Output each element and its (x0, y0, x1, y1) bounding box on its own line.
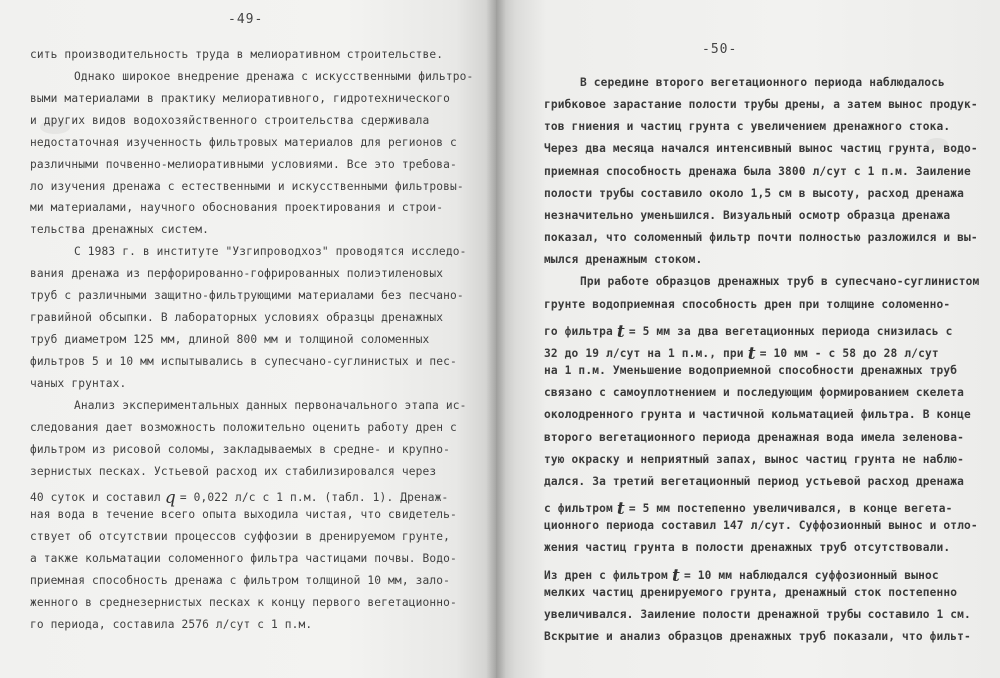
text-line: грунте водоприемная способность дрен при толщине соломенно- (544, 298, 951, 311)
variable-t: t (671, 566, 680, 586)
text-line: ло изучения дренажа с естественными и искусственными фильтровы- (30, 180, 464, 193)
text-line: чаных грунтах. (30, 377, 127, 390)
text-fragment: Из дрен с фильтром (544, 569, 668, 582)
text-line: гравийной обсыпки. В лабораторных условиях образцы дренажных (30, 311, 444, 324)
text-line: приемная способность дренажа была 3800 л/сут с 1 п.м. Заиление (544, 165, 971, 178)
text-line: различными почвенно-мелиоративными условиями. Все это требова- (30, 158, 457, 171)
text-line: При работе образцов дренажных труб в супесчано-суглинистом (580, 275, 980, 288)
text-fragment: = 10 мм - с 58 до 28 л/сут (759, 347, 939, 360)
text-line: и других видов водохозяйственного строительства сдерживала (30, 114, 430, 127)
text-line: тов гниения и частиц грунта с увеличением дренажного стока. (544, 120, 951, 133)
text-line: дался. За третий вегетационный период устьевой расход дренажа (544, 475, 965, 488)
text-line: сить производительность труда в мелиоративном строительстве. (30, 48, 444, 61)
text-line: труб с различными защитно-фильтрующими материалами без песчано- (30, 289, 464, 302)
text-line: на 1 п.м. Уменьшение водоприемной способности дренажных труб (544, 364, 958, 377)
text-fragment: = 5 мм постепенно увеличивался, в конце вегета- (628, 502, 953, 515)
text-line (544, 564, 939, 584)
text-line: околодренного грунта и частичной кольматацией фильтра. В конце (544, 408, 971, 421)
text-line: приемная способность дренажа с фильтром толщиной 10 мм, зало- (30, 574, 451, 587)
text-line: Вскрытие и анализ образцов дренажных труб показали, что фильт- (544, 630, 971, 643)
text-line: Однако широкое внедрение дренажа с искусственными фильтро- (74, 70, 474, 83)
text-line: ми материалами, научного обоснования проектирования и строи- (30, 201, 444, 214)
text-fragment: го фильтра (544, 325, 613, 338)
text-line: жения частиц грунта в полости дренажных труб отсутствовали. (544, 541, 951, 554)
text-line: следования дает возможность положительно оценить работу дрен с (30, 421, 457, 434)
text-line: второго вегетационного периода дренажная вода имела зеленова- (544, 431, 965, 444)
text-line: фильтров 5 и 10 мм испытывались в супесчано-суглинистых и пес- (30, 355, 457, 368)
text-line (544, 320, 953, 340)
left-page (0, 0, 496, 678)
text-line: тую окраску и неприятный запах, вынос частиц грунта не наблю- (544, 453, 965, 466)
variable-t: t (747, 344, 756, 364)
text-line (544, 497, 953, 517)
text-line: недостаточная изученность фильтровых материалов для регионов с (30, 136, 457, 149)
text-line: показал, что соломенный фильтр почти полностью разложился и вы- (544, 231, 978, 244)
text-fragment: = 0,022 л/с с 1 п.м. (табл. 1). Дренаж- (179, 491, 449, 504)
text-line: грибковое зарастание полости трубы дрены, а затем вынос продук- (544, 98, 978, 111)
text-fragment: = 10 мм наблюдался суффозионный вынос (683, 569, 939, 582)
text-line (544, 342, 939, 362)
variable-q: q (164, 488, 176, 508)
text-line: ствует об отсутствии процессов суффозии в дренируемом грунте, (30, 530, 451, 543)
text-line: ная вода в течение всего опыта выходила чистая, что свидетель- (30, 508, 457, 521)
text-line: а также кольматации соломенного фильтра частицами почвы. Водо- (30, 552, 457, 565)
page-number-right: -50- (702, 42, 738, 57)
text-line: В середине второго вегетационного периода наблюдалось (580, 76, 945, 89)
text-line: зернистых песках. Устьевой расход их стабилизировался через (30, 465, 437, 478)
text-line: Через два месяца начался интенсивный вынос частиц грунта, водо- (544, 142, 978, 155)
text-line: незначительно уменьшился. Визуальный осмотр образца дренажа (544, 209, 951, 222)
text-fragment: с фильтром (544, 502, 613, 515)
variable-t: t (616, 322, 625, 342)
text-line: го периода, составила 2576 л/сут с 1 п.м. (30, 618, 313, 631)
text-line: мылся дренажным стоком. (544, 253, 703, 266)
text-line: мелких частиц дренируемого грунта, дренажный сток постепенно (544, 586, 958, 599)
text-line: вания дренажа из перфорированно-гофрированных полиэтиленовых (30, 267, 444, 280)
right-page (496, 0, 1000, 678)
text-line: связано с самоуплотнением и последующим формированием скелета (544, 386, 965, 399)
text-line: ционного периода составил 147 л/сут. Суффозионный вынос и отло- (544, 519, 978, 532)
text-line: полости трубы составило около 1,5 см в высоту, расход дренажа (544, 187, 965, 200)
page-number-left: -49- (228, 12, 264, 27)
variable-t: t (616, 499, 625, 519)
text-line: выми материалами в практику мелиоративного, гидротехнического (30, 92, 451, 105)
text-line (30, 486, 448, 506)
text-line: С 1983 г. в институте "Узгипроводхоз" проводятся исследо- (74, 245, 467, 258)
text-fragment: 32 до 19 л/сут на 1 п.м., при (544, 347, 744, 360)
text-line: Анализ экспериментальных данных первоначального этапа ис- (74, 399, 467, 412)
text-fragment: = 5 мм за два вегетационных периода снизилась с (628, 325, 953, 338)
text-line: увеличивался. Заиление полости дренажной трубы составило 1 см. (544, 608, 971, 621)
text-fragment: 40 суток и составил (30, 491, 161, 504)
text-line: труб диаметром 125 мм, длиной 800 мм и толщиной соломенных (30, 333, 430, 346)
text-line: женного в среднезернистых песках к концу первого вегетационно- (30, 596, 457, 609)
text-line: тельства дренажных систем. (30, 223, 210, 236)
text-line: фильтром из рисовой соломы, закладываемых в средне- и крупно- (30, 443, 451, 456)
